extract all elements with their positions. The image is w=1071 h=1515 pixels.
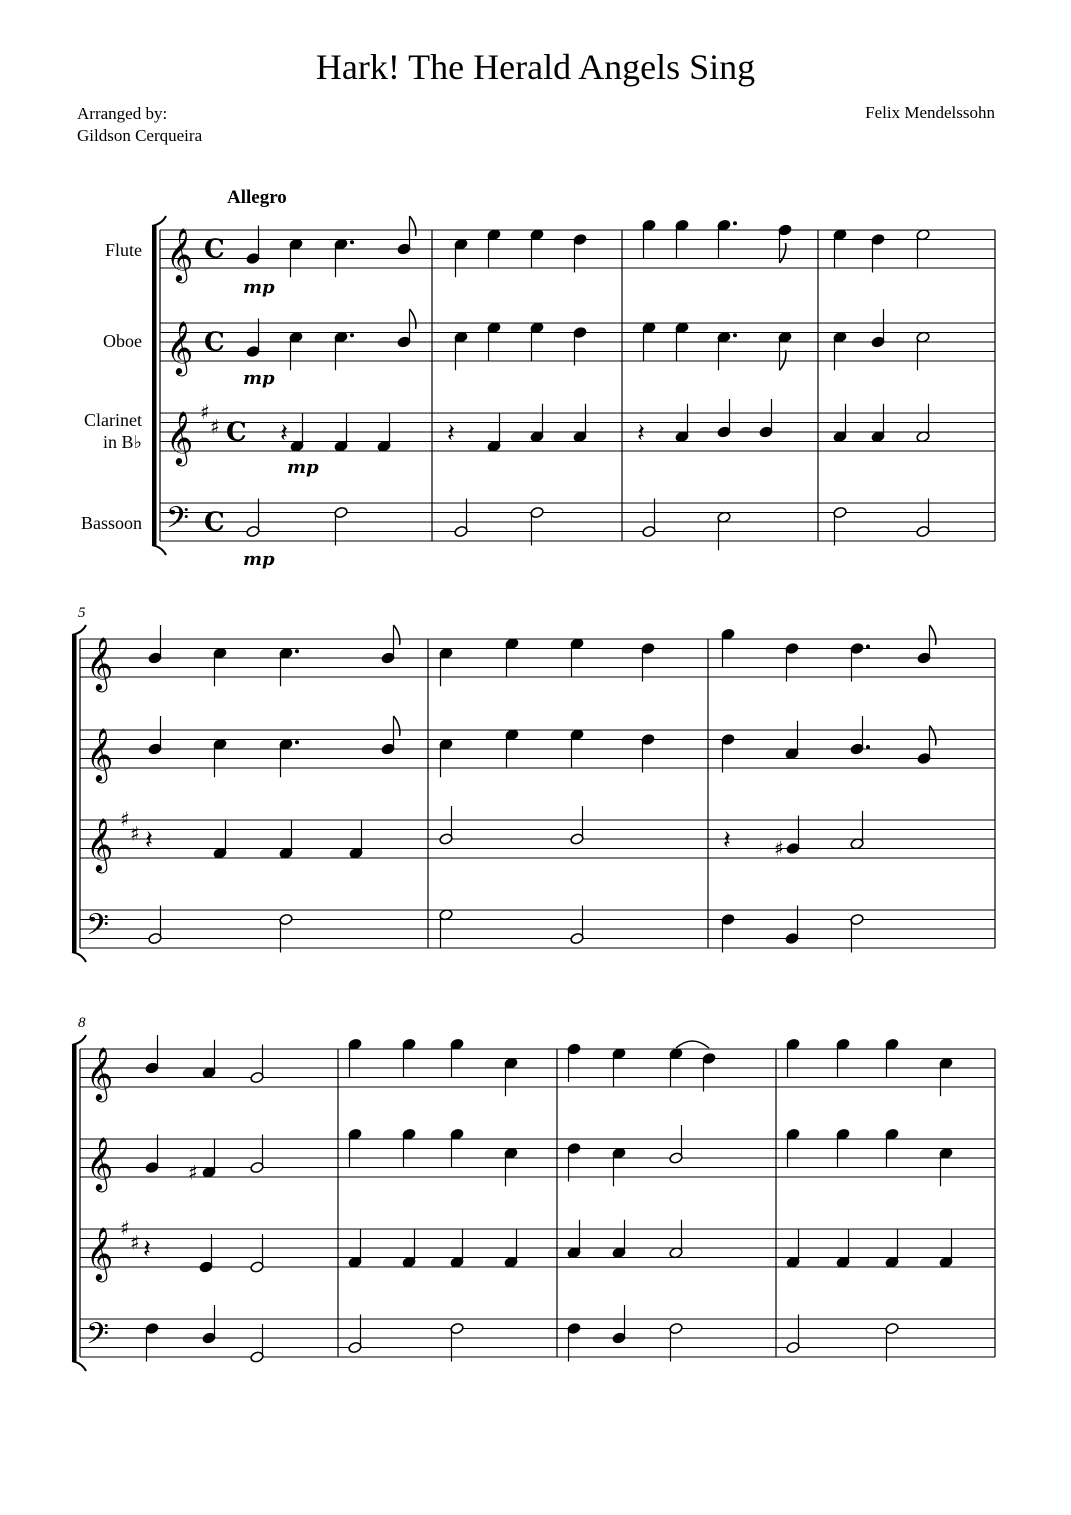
note-dot: [295, 649, 299, 653]
note-dot: [350, 333, 354, 337]
treble-clef-icon: 𝄞: [86, 727, 114, 781]
measure-number-8: 8: [78, 1015, 86, 1031]
note-dot: [733, 221, 737, 225]
treble-clef-icon: 𝄞: [166, 320, 194, 374]
score-title: Hark! The Herald Angels Sing: [315, 47, 756, 87]
sharp-icon: ♯: [130, 1230, 140, 1255]
quarter-rest-icon: 𝄽: [637, 418, 645, 449]
system-bracket: [72, 635, 77, 952]
note-flag: [410, 216, 416, 236]
arranger-label: Arranged by:: [77, 104, 168, 123]
note-dot: [350, 240, 354, 244]
time-signature: C: [204, 234, 225, 265]
tempo-marking: Allegro: [227, 187, 287, 208]
arranger-name: Gildson Cerqueira: [77, 126, 203, 145]
bracket-top-hook: [152, 216, 166, 226]
instrument-label-bassoon: Bassoon: [80, 513, 142, 533]
quarter-rest-icon: 𝄽: [280, 418, 288, 449]
note-dot: [295, 740, 299, 744]
note-flag: [780, 350, 786, 370]
clarinet-label-line2: in B♭: [103, 432, 142, 452]
sharp-icon: ♯: [188, 1160, 198, 1185]
system-bracket: [152, 226, 157, 545]
bass-clef-icon: 𝄢: [86, 1317, 110, 1359]
treble-clef-icon: 𝄞: [86, 1226, 114, 1280]
note-flag: [930, 726, 936, 746]
note-flag: [930, 625, 936, 645]
system-bracket: [72, 1045, 77, 1361]
note-dot: [733, 333, 737, 337]
note-dot: [866, 745, 870, 749]
dynamic-marking: mp: [287, 457, 319, 478]
composer: Felix Mendelssohn: [865, 103, 995, 122]
dynamic-marking: mp: [243, 549, 275, 570]
bracket-bottom-hook: [152, 545, 166, 555]
note-flag: [394, 625, 400, 645]
sharp-icon: ♯: [130, 821, 140, 846]
treble-clef-icon: 𝄞: [166, 227, 194, 281]
clarinet-label-line1: Clarinet: [84, 410, 142, 430]
slur: [676, 1041, 709, 1048]
bass-clef-icon: 𝄢: [86, 908, 110, 950]
dynamic-marking: mp: [243, 368, 275, 389]
instrument-label-flute: Flute: [104, 240, 142, 260]
treble-clef-icon: 𝄞: [86, 1136, 114, 1190]
note-flag: [780, 243, 786, 263]
measure-number-5: 5: [78, 605, 86, 621]
time-signature: C: [226, 417, 247, 448]
sharp-icon: ♯: [120, 1216, 130, 1240]
quarter-rest-icon: 𝄽: [723, 825, 731, 856]
sharp-icon: ♯: [774, 836, 784, 861]
bass-clef-icon: 𝄢: [166, 501, 190, 543]
quarter-rest-icon: 𝄽: [143, 1234, 151, 1265]
dynamic-marking: mp: [243, 277, 275, 298]
treble-clef-icon: 𝄞: [86, 636, 114, 690]
note-flag: [394, 716, 400, 736]
treble-clef-icon: 𝄞: [166, 410, 194, 464]
bracket-top-hook: [72, 1035, 86, 1045]
sharp-icon: ♯: [200, 400, 210, 424]
sharp-icon: ♯: [120, 807, 130, 831]
treble-clef-icon: 𝄞: [86, 1046, 114, 1100]
quarter-rest-icon: 𝄽: [145, 825, 153, 856]
treble-clef-icon: 𝄞: [86, 817, 114, 871]
bracket-top-hook: [72, 625, 86, 635]
note-flag: [410, 309, 416, 329]
sharp-icon: ♯: [210, 414, 220, 439]
time-signature: C: [204, 327, 225, 358]
instrument-label-oboe: Oboe: [103, 331, 142, 351]
time-signature: C: [204, 507, 225, 538]
quarter-rest-icon: 𝄽: [447, 418, 455, 449]
bracket-bottom-hook: [72, 1361, 86, 1371]
note-dot: [866, 645, 870, 649]
bracket-bottom-hook: [72, 952, 86, 962]
